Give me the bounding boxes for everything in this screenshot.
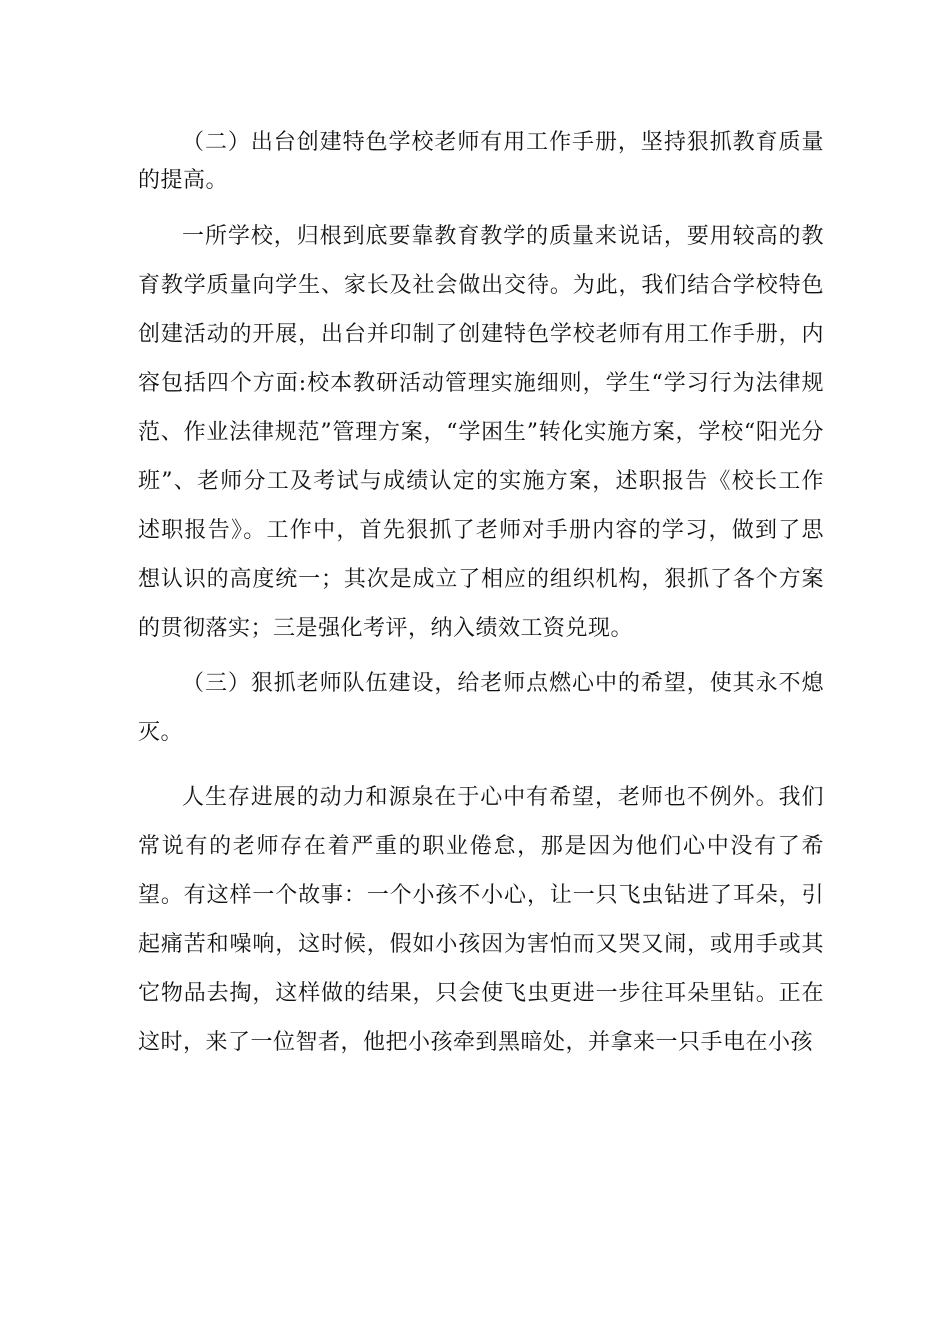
- section-body-2: 一所学校，归根到底要靠教育教学的质量来说话，要用较高的教育教学质量向学生、家长及社会做出交待。为此，我们结合学校特色创建活动的开展，出台并印制了创建特色学校老师有用工作手册，内容包括四个方面:校本教研活动管理实施细则，学生“学习行为法律规范、作业法律规范”管理方案，“学困生”转化实施方案，学校“阳光分班”、老师分工及考试与成绩认定的实施方案，述职报告《校长工作述职报告》。工作中，首先狠抓了老师对手册内容的学习，做到了思想认识的高度统一；其次是成立了相应的组织机构，狠抓了各个方案的贯彻落实；三是强化考评，纳入绩效工资兑现。: [138, 224, 824, 641]
- section-heading-2: （二）出台创建特色学校老师有用工作手册，坚持狠抓教育质量的提高。: [138, 130, 824, 193]
- section-heading-3: （三）狠抓老师队伍建设，给老师点燃心中的希望，使其永不熄灭。: [138, 671, 824, 745]
- document-page: [138, 124, 824, 1073]
- section-body-3: 人生存进展的动力和源泉在于心中有希望，老师也不例外。我们常说有的老师存在着严重的职业倦怠，那是因为他们心中没有了希望。有这样一个故事：一个小孩不小心，让一只飞虫钻进了耳朵，引起痛苦和噪响，这时候，假如小孩因为害怕而又哭又闹，或用手或其它物品去掏，这样做的结果，只会使飞虫更进一步往耳朵里钻。正在这时，来了一位智者，他把小孩牵到黑暗处，并拿来一只手电在小孩: [138, 785, 824, 1055]
